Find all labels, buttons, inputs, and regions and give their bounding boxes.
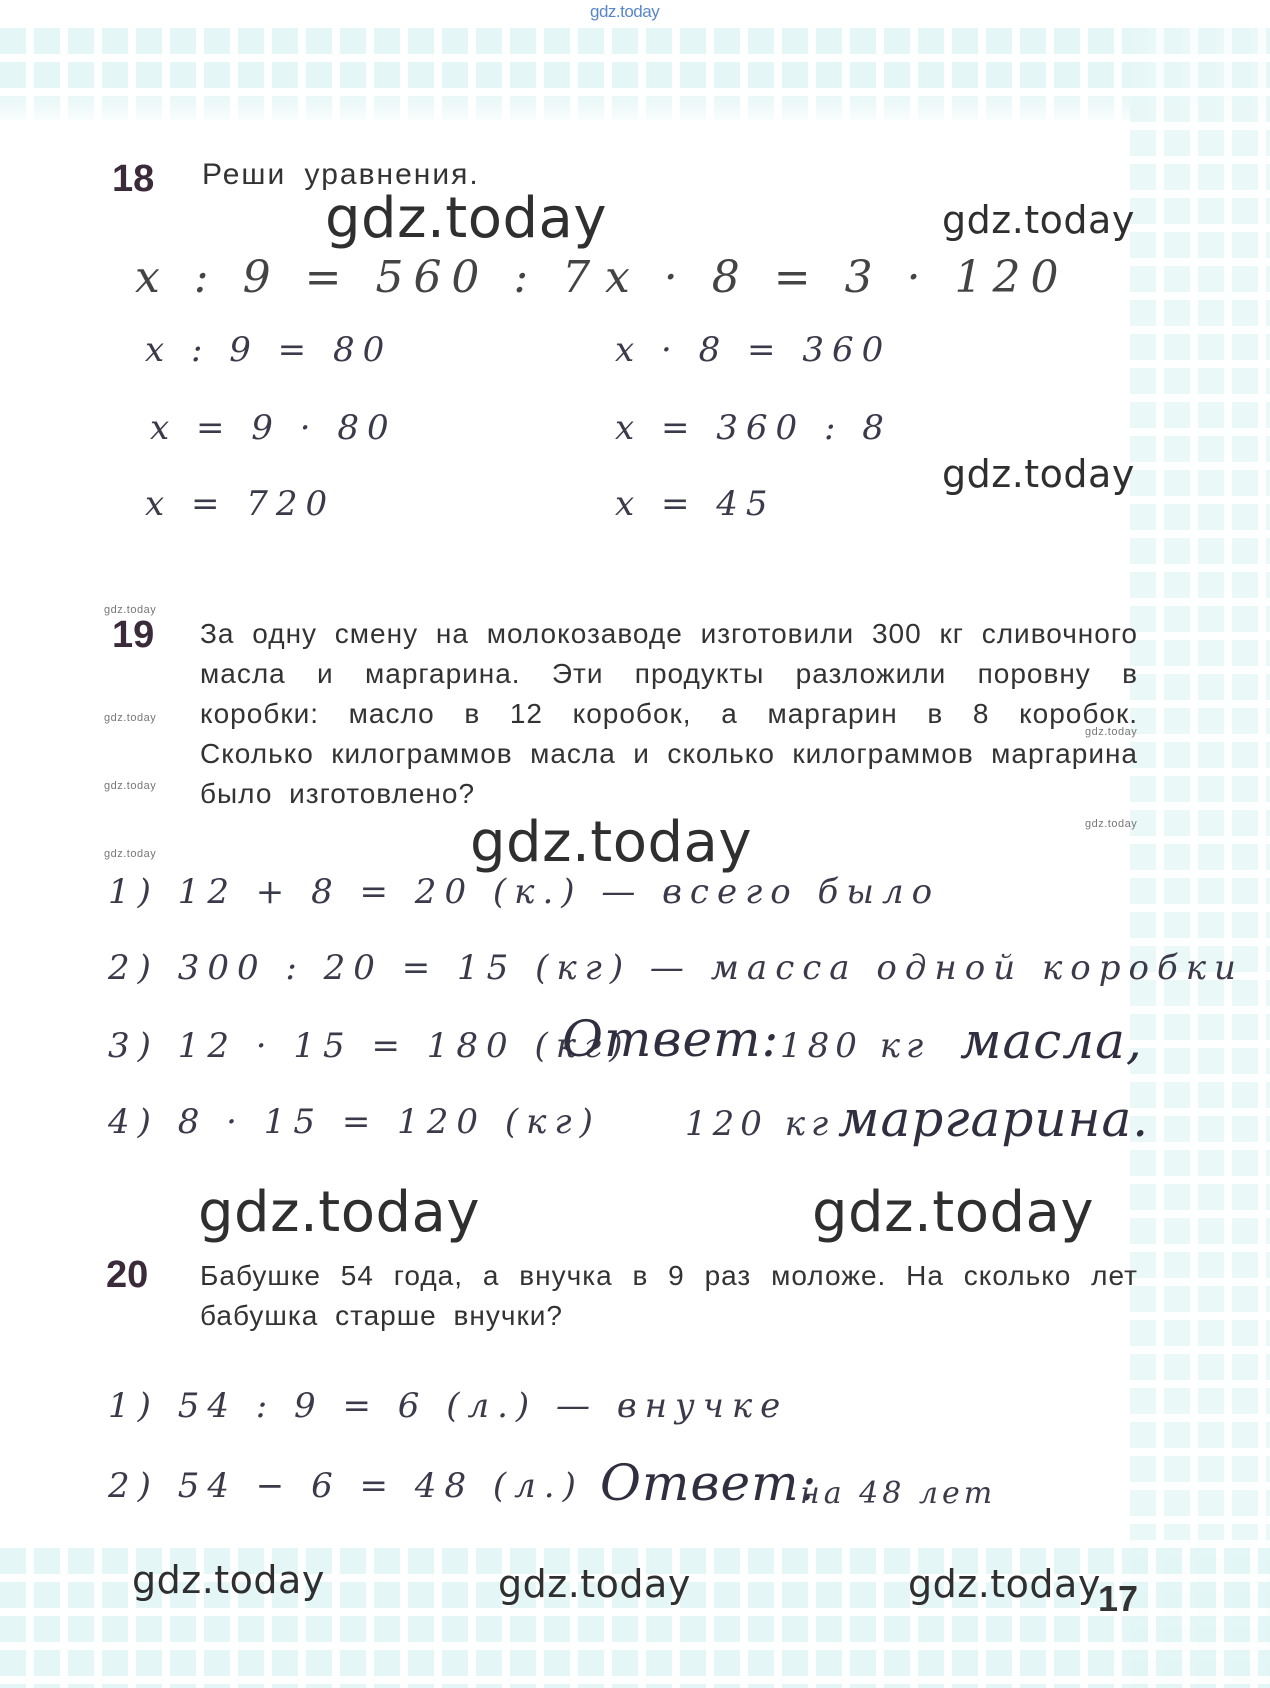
task-20-answer-label: Ответ: bbox=[600, 1454, 818, 1512]
task-19-answer-1-word: масла, bbox=[960, 1012, 1143, 1070]
top-grid-fade bbox=[0, 90, 1270, 130]
task-19-text: За одну смену на молокозаводе изготовили 300 кг сливочного масла и маргарина. Эти продукты разложили поровну в коробки: масло в 12 коробок, а маргарин в 8 коробок. Сколько килограммов масла и сколько килограммов маргарина было изготовлено? bbox=[200, 618, 1138, 809]
task-19-answer-2-word: маргарина. bbox=[838, 1090, 1150, 1148]
task-20-number: 20 bbox=[106, 1254, 149, 1296]
watermark-task20-a: gdz.today bbox=[198, 1180, 481, 1245]
task-20-text: Бабушке 54 года, а внучка в 9 раз моложе. На сколько лет бабушка старше внучки? bbox=[200, 1260, 1138, 1331]
task-20-step-1: 1) 54 : 9 = 6 (л.) — внучке bbox=[108, 1386, 789, 1426]
right-grid-decoration bbox=[1130, 20, 1270, 1688]
watermark-small: gdz.today bbox=[1085, 726, 1138, 738]
watermark-small: gdz.today bbox=[104, 780, 157, 792]
task-20-answer: на 48 лет bbox=[800, 1476, 997, 1511]
task-18-left-step-1: x : 9 = 80 bbox=[145, 330, 393, 370]
watermark-small: gdz.today bbox=[1085, 818, 1138, 830]
watermark-footer-a: gdz.today bbox=[132, 1558, 325, 1602]
task-18-right-equation: x · 8 = 3 · 120 bbox=[605, 252, 1069, 303]
task-20-step-2: 2) 54 − 6 = 48 (л.) bbox=[108, 1466, 584, 1506]
task-18-right-step-1: x · 8 = 360 bbox=[615, 330, 892, 370]
task-18-left-step-2: x = 9 · 80 bbox=[150, 408, 397, 448]
watermark-task18-c: gdz.today bbox=[942, 452, 1135, 496]
task-19-answer-label: Ответ: bbox=[562, 1010, 780, 1068]
task-18-title: Реши уравнения. bbox=[202, 158, 480, 191]
task-18-left-step-3: x = 720 bbox=[145, 484, 336, 524]
task-18-right-step-2: x = 360 : 8 bbox=[615, 408, 892, 448]
task-19-step-1: 1) 12 + 8 = 20 (к.) — всего было bbox=[108, 872, 941, 912]
task-19-step-3: 3) 12 · 15 = 180 (кг) bbox=[108, 1026, 631, 1066]
task-19-step-2: 2) 300 : 20 = 15 (кг) — масса одной коробки bbox=[108, 948, 1244, 988]
watermark-task20-b: gdz.today bbox=[812, 1180, 1095, 1245]
watermark-small: gdz.today bbox=[104, 604, 157, 616]
task-18-right-step-3: x = 45 bbox=[615, 484, 776, 524]
page-number: 17 bbox=[1098, 1578, 1139, 1619]
task-19-answer-1: 180 кг bbox=[780, 1026, 930, 1066]
watermark-footer-c: gdz.today bbox=[908, 1562, 1101, 1606]
task-18-number: 18 bbox=[112, 158, 155, 200]
watermark-footer-b: gdz.today bbox=[498, 1562, 691, 1606]
watermark-top: gdz.today bbox=[590, 2, 660, 21]
task-18-left-equation: x : 9 = 560 : 7 bbox=[135, 252, 601, 303]
watermark-small: gdz.today bbox=[104, 848, 157, 860]
task-19-step-4: 4) 8 · 15 = 120 (кг) bbox=[108, 1102, 601, 1142]
watermark-task18-a: gdz.today bbox=[325, 186, 608, 251]
task-19-number: 19 bbox=[112, 614, 155, 656]
task-19-answer-2: 120 кг bbox=[685, 1104, 835, 1144]
watermark-task19-a: gdz.today bbox=[470, 810, 753, 875]
watermark-small: gdz.today bbox=[104, 712, 157, 724]
watermark-task18-b: gdz.today bbox=[942, 198, 1135, 242]
